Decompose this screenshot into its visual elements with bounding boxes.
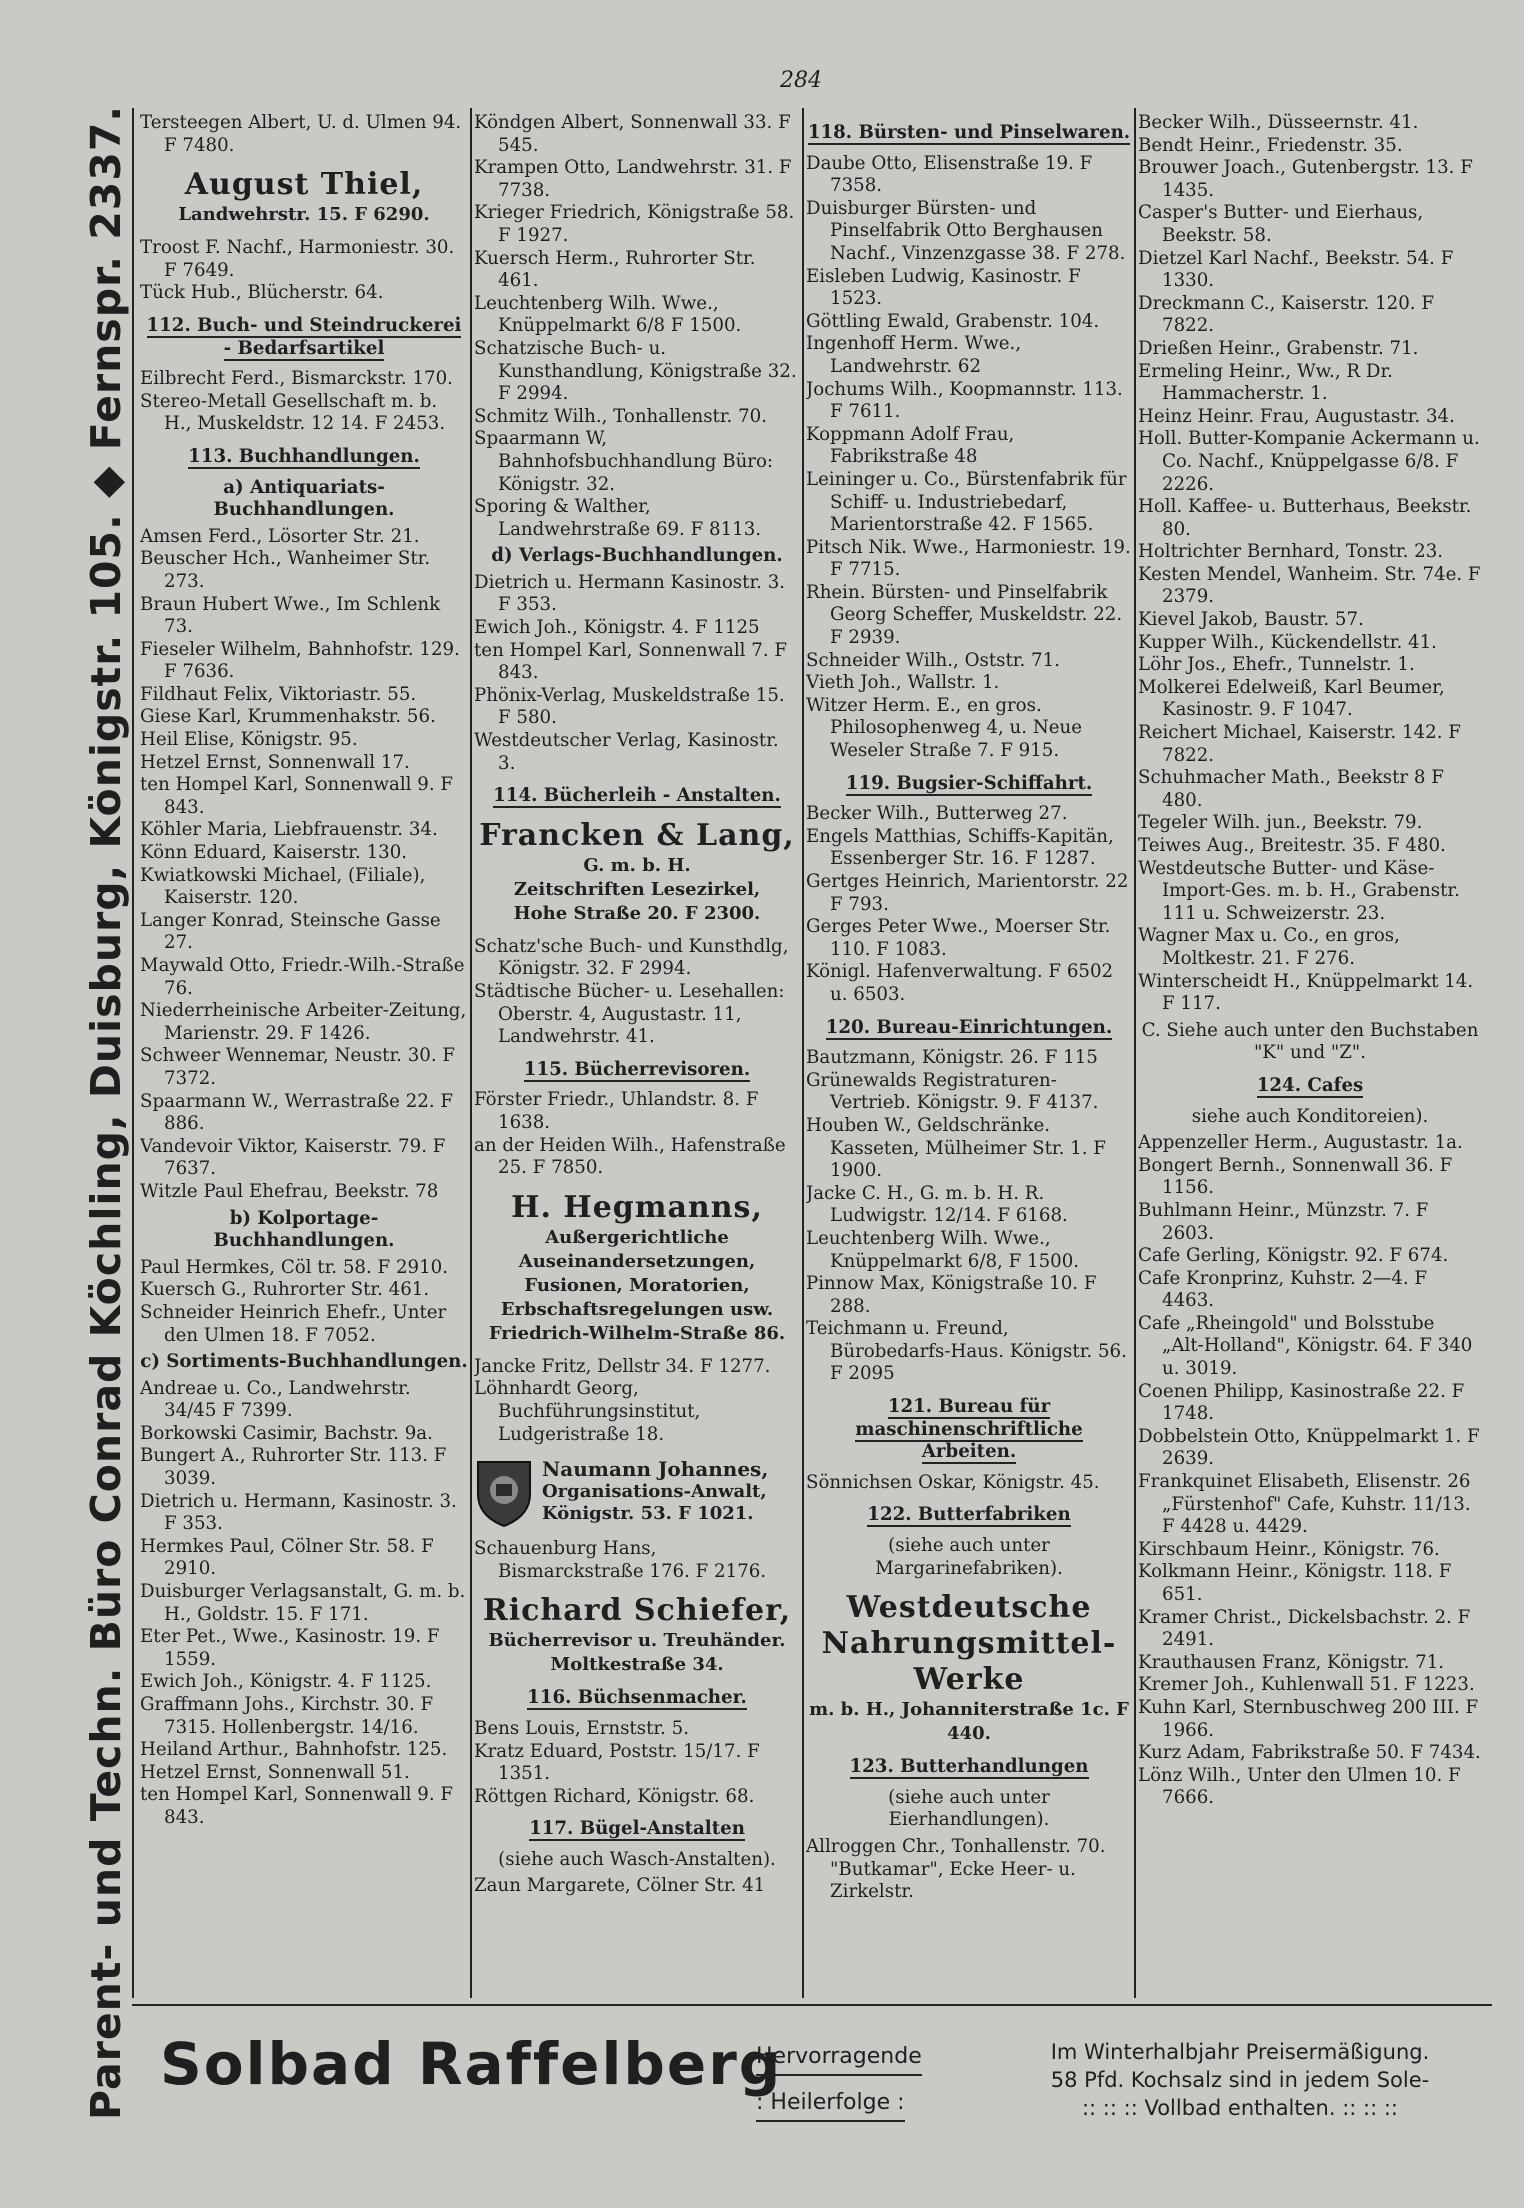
directory-entry: Städtische Bücher- u. Lesehallen: Oberstr. 4, Augustastr. 11, Landwehrstr. 41. — [474, 981, 785, 1048]
directory-entry: Buhlmann Heinr., Münzstr. 7. F 2603. — [1138, 1199, 1429, 1244]
section-heading-text: 122. Butterfabriken — [867, 1504, 1071, 1526]
directory-entry: Heiland Arthur., Bahnhofstr. 125. — [140, 1739, 448, 1761]
directory-entry: Gertges Heinrich, Marientorstr. 22 F 793. — [806, 871, 1129, 915]
directory-entry: Cafe Gerling, Königstr. 92. F 674. — [1138, 1245, 1449, 1267]
directory-entry: Niederrheinische Arbeiter-Zeitung, Marienstr. 29. F 1426. — [140, 1000, 467, 1044]
cross-reference-note: C. Siehe auch unter den Buchstaben "K" und "Z". — [1141, 1019, 1479, 1064]
directory-entry: Troost F. Nachf., Harmoniestr. 30. F 7649. — [140, 237, 455, 281]
section-heading — [1138, 1075, 1482, 1098]
directory-entry: an der Heiden Wilh., Hafenstraße 25. F 7850. — [474, 1134, 786, 1179]
directory-entry: Kramer Christ., Dickelsbachstr. 2. F 2491. — [1138, 1606, 1471, 1651]
section-heading — [806, 1756, 1132, 1779]
directory-entry: Schauenburg Hans, Bismarckstraße 176. F 2176. — [474, 1538, 767, 1582]
directory-entry: Westdeutscher Verlag, Kasinostr. 3. — [474, 730, 779, 774]
directory-entry: Westdeutsche Butter- und Käse-Import-Ges. m. b. H., Grabenstr. 111 u. Schweizerstr. 23. — [1138, 857, 1460, 924]
directory-entry: Daube Otto, Elisenstraße 19. F 7358. — [806, 152, 1093, 197]
directory-entry: Cafe „Rheingold" und Bolsstube „Alt-Holland", Königstr. 64. F 340 u. 3019. — [1138, 1312, 1473, 1380]
directory-entry: Langer Konrad, Steinsche Gasse 27. — [140, 909, 441, 954]
section-heading-text: 112. Buch- und Steindruckerei - Bedarfsartikel — [146, 314, 462, 359]
directory-entry: Dietrich u. Hermann Kasinostr. 3. F 353. — [474, 571, 786, 616]
directory-entry: Ewich Joh., Königstr. 4. F 1125 — [474, 617, 760, 639]
directory-entry: Witzer Herm. E., en gros. Philosophenweg 4, u. Neue Weseler Straße 7. F 915. — [806, 694, 1082, 762]
section-heading-text: 116. Büchsenmacher. — [527, 1687, 747, 1709]
directory-entry: Coenen Philipp, Kasinostraße 22. F 1748. — [1138, 1380, 1465, 1425]
directory-entry: Zaun Margarete, Cölner Str. 41 — [474, 1875, 766, 1897]
subsection-heading: a) Antiquariats-Buchhandlungen. — [213, 476, 395, 521]
section-heading-text: 120. Bureau-Einrichtungen. — [825, 1016, 1113, 1038]
column-3 — [806, 112, 1132, 2002]
directory-entry: Sönnichsen Oskar, Königstr. 45. — [806, 1471, 1100, 1493]
directory-entry: Hetzel Ernst, Sonnenwall 17. — [140, 751, 410, 773]
subsection-heading: d) Verlags-Buchhandlungen. — [491, 545, 783, 567]
advertisement-line: m. b. H., Johanniterstraße 1c. F 440. — [809, 1699, 1129, 1745]
section-heading — [474, 1687, 800, 1710]
directory-entry: Leuchtenberg Wilh. Wwe., Knüppelmarkt 6/8, F 1500. — [806, 1227, 1080, 1272]
directory-entry: Heil Elise, Königstr. 95. — [140, 729, 358, 751]
subsection-heading: b) Kolportage-Buchhandlungen. — [213, 1207, 395, 1252]
directory-entry: Giese Karl, Krummenhakstr. 56. — [140, 706, 436, 728]
directory-entry: Krauthausen Franz, Königstr. 71. — [1138, 1651, 1445, 1673]
directory-entry: Wagner Max u. Co., en gros, Moltkestr. 21. F 276. — [1138, 925, 1400, 969]
directory-entry: Eter Pet., Wwe., Kasinostr. 19. F 1559. — [140, 1626, 440, 1670]
advertisement-name: Richard Schiefer, — [482, 1593, 792, 1629]
advertisement-name: August Thiel, — [184, 167, 424, 203]
directory-entry: Bautzmann, Königstr. 26. F 115 — [806, 1047, 1098, 1069]
directory-entry: Kuersch G., Ruhrorter Str. 461. — [140, 1279, 430, 1301]
directory-entry: Pinnow Max, Königstraße 10. F 288. — [806, 1273, 1097, 1317]
directory-entry: Kievel Jakob, Baustr. 57. — [1138, 609, 1364, 631]
section-heading — [806, 773, 1132, 796]
display-advertisement — [140, 167, 468, 227]
section-heading — [140, 315, 468, 360]
section-heading-text: 113. Buchhandlungen. — [188, 445, 420, 467]
section-heading-text: 118. Bürsten- und Pinselwaren. — [807, 122, 1131, 143]
section-heading — [474, 785, 800, 808]
directory-entry: Schmitz Wilh., Tonhallenstr. 70. — [474, 405, 768, 427]
directory-entry: Röttgen Richard, Königstr. 68. — [474, 1785, 755, 1807]
section-heading-text: 123. Butterhandlungen — [849, 1756, 1089, 1778]
directory-entry: Leininger u. Co., Bürstenfabrik für Schiff- u. Industriebedarf, Marientorstraße 42. F 1565. — [806, 468, 1127, 536]
directory-entry: Kremer Joh., Kuhlenwall 51. F 1223. — [1138, 1674, 1475, 1696]
advertisement-with-seal — [474, 1456, 800, 1528]
ad-left-line: Hervorragende — [756, 2040, 922, 2076]
directory-entry: Löhr Jos., Ehefr., Tunnelstr. 1. — [1138, 654, 1415, 676]
directory-entry: Hetzel Ernst, Sonnenwall 51. — [140, 1761, 410, 1783]
advertisement-name: Westdeutsche Nahrungsmittel-Werke — [821, 1590, 1117, 1698]
section-heading — [140, 446, 468, 469]
directory-entry: Holtrichter Bernhard, Tonstr. 23. — [1138, 541, 1444, 563]
directory-entry: Schweer Wennemar, Neustr. 30. F 7372. — [140, 1045, 456, 1089]
display-advertisement — [474, 818, 800, 926]
ad-right-line: :: :: :: Vollbad enthalten. :: :: :: — [1081, 2096, 1399, 2120]
column-4 — [1138, 112, 1482, 2002]
page-number: 284 — [780, 68, 822, 93]
spine-advertisement: Parent- und Techn. Büro Conrad Köchling, Duisburg, Königstr. 105. ◆ Fernspr. 2337. — [82, 105, 130, 2120]
directory-entry: Pitsch Nik. Wwe., Harmoniestr. 19. F 7715. — [806, 536, 1131, 581]
directory-entry: Bendt Heinr., Friedenstr. 35. — [1138, 134, 1403, 156]
column-rule — [132, 108, 134, 1998]
directory-entry: Kupper Wilh., Kückendellstr. 41. — [1138, 631, 1437, 653]
ad-left-line: : Heilerfolge : — [756, 2086, 905, 2122]
directory-entry: Tersteegen Albert, U. d. Ulmen 94. F 7480. — [140, 112, 462, 156]
directory-entry: Dobbelstein Otto, Knüppelmarkt 1. F 2639. — [1138, 1425, 1480, 1470]
subsection-heading: c) Sortiments-Buchhandlungen. — [140, 1351, 468, 1373]
directory-entry: Spaarmann W, Bahnhofsbuchhandlung Büro: Königstr. 32. — [474, 428, 774, 495]
directory-entry: Kuersch Herm., Ruhrorter Str. 461. — [474, 247, 756, 292]
ad-right-line: Im Winterhalbjahr Preisermäßigung. — [1050, 2040, 1430, 2064]
directory-entry: Drießen Heinr., Grabenstr. 71. — [1138, 337, 1419, 359]
section-heading — [806, 1396, 1132, 1464]
section-heading — [806, 1504, 1132, 1527]
directory-entry: Schatz'sche Buch- und Kunsthdlg, Königstr. 32. F 2994. — [474, 935, 789, 980]
section-heading — [474, 1059, 800, 1082]
advertisement-line: Hohe Straße 20. F 2300. — [513, 902, 761, 924]
directory-entry: Brouwer Joach., Gutenbergstr. 13. F 1435. — [1138, 157, 1473, 201]
directory-entry: Holl. Butter-Kompanie Ackermann u. Co. Nachf., Knüppelgasse 6/8. F 2226. — [1138, 428, 1480, 495]
directory-entry: Eisleben Ludwig, Kasinostr. F 1523. — [806, 265, 1081, 310]
directory-entry: Houben W., Geldschränke. Kasseten, Mülheimer Str. 1. F 1900. — [806, 1114, 1106, 1182]
section-heading-text: 121. Bureau für maschinenschriftliche Arbeiten. — [855, 1396, 1083, 1463]
directory-entry: Dietzel Karl Nachf., Beekstr. 54. F 1330. — [1138, 247, 1454, 292]
directory-entry: Kesten Mendel, Wanheim. Str. 74e. F 2379. — [1138, 563, 1481, 608]
directory-entry: Graffmann Johs., Kirchstr. 30. F 7315. Hollenbergstr. 14/16. — [140, 1694, 434, 1738]
advertisement-name: H. Hegmanns, — [511, 1189, 763, 1225]
directory-entry: Krampen Otto, Landwehrstr. 31. F 7738. — [474, 157, 792, 201]
directory-entry: ten Hompel Karl, Sonnenwall 9. F 843. — [140, 774, 454, 818]
directory-entry: Jacke C. H., G. m. b. H. R. Ludwigstr. 12/14. F 6168. — [806, 1182, 1068, 1227]
directory-entry: Reichert Michael, Kaiserstr. 142. F 7822. — [1138, 722, 1461, 766]
advertisement-line: Königstr. 53. F 1021. — [542, 1503, 754, 1525]
directory-entry: Sporing & Walther, Landwehrstraße 69. F 8113. — [474, 496, 762, 540]
directory-entry: Fildhaut Felix, Viktoriastr. 55. — [140, 683, 417, 705]
directory-entry: Beuscher Hch., Wanheimer Str. 273. — [140, 548, 431, 592]
directory-entry: Löhnhardt Georg, Buchführungsinstitut, Ludgeristraße 18. — [474, 1378, 701, 1445]
directory-entry: Grünewalds Registraturen-Vertrieb. Königstr. 9. F 4137. — [806, 1069, 1099, 1114]
column-rule — [1134, 108, 1136, 1998]
ad-left-text — [756, 2040, 922, 2132]
advertisement-name: Naumann Johannes, — [542, 1457, 769, 1482]
advertisement-line: Außergerichtliche Auseinandersetzungen, Fusionen, Moratorien, Erbschaftsregelungen usw. — [500, 1226, 774, 1320]
column-1 — [140, 112, 468, 2002]
directory-entry: Rhein. Bürsten- und Pinselfabrik Georg Scheffer, Muskeldstr. 22. F 2939. — [806, 581, 1123, 649]
column-rule — [802, 108, 804, 1998]
directory-entry: Schuhmacher Math., Beekstr 8 F 480. — [1138, 767, 1444, 811]
section-heading — [806, 122, 1132, 145]
directory-entry: Könn Eduard, Kaiserstr. 130. — [140, 842, 408, 864]
directory-entry: Königl. Hafenverwaltung. F 6502 u. 6503. — [806, 961, 1114, 1005]
directory-entry: Appenzeller Herm., Augustastr. 1a. — [1138, 1132, 1463, 1154]
directory-entry: Förster Friedr., Uhlandstr. 8. F 1638. — [474, 1089, 759, 1133]
cross-reference-note: (siehe auch unter Margarinefabriken). — [875, 1535, 1063, 1579]
directory-entry: Duisburger Bürsten- und Pinselfabrik Otto Berghausen Nachf., Vinzenzgasse 38. F 278. — [806, 197, 1126, 264]
directory-entry: Bens Louis, Ernststr. 5. — [474, 1717, 689, 1739]
directory-entry: Krieger Friedrich, Königstraße 58. F 1927. — [474, 202, 795, 246]
ad-title: Solbad Raffelberg — [160, 2030, 783, 2098]
directory-entry: Molkerei Edelweiß, Karl Beumer, Kasinostr. 9. F 1047. — [1138, 676, 1445, 721]
bottom-advertisement — [160, 2030, 1490, 2125]
directory-entry: Teichmann u. Freund, Bürobedarfs-Haus. Königstr. 56. F 2095 — [806, 1318, 1127, 1385]
directory-entry: Bungert A., Ruhrorter Str. 113. F 3039. — [140, 1445, 447, 1490]
directory-entry: Tück Hub., Blücherstr. 64. — [140, 282, 384, 304]
ad-right-line: 58 Pfd. Kochsalz sind in jedem Sole- — [1050, 2068, 1430, 2092]
advertisement-text — [542, 1458, 768, 1526]
directory-entry: Lönz Wilh., Unter den Ulmen 10. F 7666. — [1138, 1764, 1461, 1809]
directory-entry: Borkowski Casimir, Bachstr. 9a. — [140, 1422, 433, 1444]
directory-entry: Amsen Ferd., Lösorter Str. 21. — [140, 525, 420, 547]
display-advertisement — [474, 1593, 800, 1677]
directory-entry: Becker Wilh., Butterweg 27. — [806, 803, 1068, 825]
directory-entry: Teiwes Aug., Breitestr. 35. F 480. — [1138, 835, 1446, 856]
directory-entry: Köhler Maria, Liebfrauenstr. 34. — [140, 819, 438, 841]
advertisement-line: Organisations-Anwalt, — [542, 1480, 767, 1502]
directory-entry: Kwiatkowski Michael, (Filiale), Kaiserstr. 120. — [140, 864, 426, 909]
directory-entry: Kratz Eduard, Poststr. 15/17. F 1351. — [474, 1740, 760, 1785]
section-heading-text: 114. Bücherleih - Anstalten. — [493, 785, 781, 807]
directory-entry: Cafe Kronprinz, Kuhstr. 2—4. F 4463. — [1138, 1267, 1428, 1312]
bottom-rule — [132, 2004, 1492, 2006]
section-heading-text: 124. Cafes — [1256, 1074, 1364, 1096]
advertisement-line: Zeitschriften Lesezirkel, — [513, 878, 761, 900]
directory-entry: Maywald Otto, Friedr.-Wilh.-Straße 76. — [140, 955, 465, 999]
directory-entry: Schneider Heinrich Ehefr., Unter den Ulmen 18. F 7052. — [140, 1301, 447, 1346]
directory-entry: Andreae u. Co., Landwehrstr. 34/45 F 7399. — [140, 1377, 411, 1422]
directory-entry: Spaarmann W., Werrastraße 22. F 886. — [140, 1090, 454, 1135]
directory-entry: Duisburger Verlagsanstalt, G. m. b. H., Goldstr. 15. F 171. — [140, 1581, 466, 1625]
cross-reference-note: siehe auch Konditoreien). — [1191, 1105, 1429, 1127]
shield-seal-icon — [474, 1456, 534, 1528]
section-heading — [474, 1818, 800, 1841]
directory-entry: Phönix-Verlag, Muskeldstraße 15. F 580. — [474, 684, 785, 729]
directory-entry: Schatzische Buch- u. Kunsthandlung, Königstraße 32. F 2994. — [474, 337, 797, 405]
advertisement-line: Friedrich-Wilhelm-Straße 86. — [488, 1322, 786, 1344]
directory-entry: ten Hompel Karl, Sonnenwall 9. F 843. — [140, 1784, 454, 1828]
column-rule — [470, 108, 472, 1998]
directory-entry: Allroggen Chr., Tonhallenstr. 70. "Butkamar", Ecke Heer- u. Zirkelstr. — [806, 1836, 1106, 1903]
directory-entry: Ewich Joh., Königstr. 4. F 1125. — [140, 1671, 432, 1693]
directory-entry: Winterscheidt H., Knüppelmarkt 14. F 117. — [1138, 970, 1474, 1015]
directory-entry: Ingenhoff Herm. Wwe., Landwehrstr. 62 — [806, 333, 1022, 377]
directory-entry: Hermkes Paul, Cölner Str. 58. F 2910. — [140, 1535, 434, 1580]
directory-entry: Holl. Kaffee- u. Butterhaus, Beekstr. 80. — [1138, 496, 1472, 540]
section-heading-text: 115. Bücherrevisoren. — [523, 1058, 751, 1080]
directory-entry: ten Hompel Karl, Sonnenwall 7. F 843. — [474, 639, 788, 684]
section-heading-text: 117. Bügel-Anstalten — [529, 1818, 745, 1840]
directory-entry: Frankquinet Elisabeth, Elisenstr. 26 „Fürstenhof" Cafe, Kuhstr. 11/13. F 4428 u. 4429. — [1138, 1471, 1471, 1538]
directory-entry: Ermeling Heinr., Ww., R Dr. Hammacherstr. 1. — [1138, 360, 1393, 405]
cross-reference-note: (siehe auch unter Eierhandlungen). — [888, 1786, 1050, 1831]
directory-entry: Kuhn Karl, Sternbuschweg 200 III. F 1966. — [1138, 1696, 1479, 1741]
directory-entry: Fieseler Wilhelm, Bahnhofstr. 129. F 7636. — [140, 638, 460, 683]
directory-entry: Dietrich u. Hermann, Kasinostr. 3. F 353. — [140, 1490, 457, 1535]
directory-entry: Witzle Paul Ehefrau, Beekstr. 78 — [140, 1180, 439, 1202]
ad-right-text — [990, 2038, 1490, 2122]
directory-entry: Leuchtenberg Wilh. Wwe., Knüppelmarkt 6/8 F 1500. — [474, 292, 742, 337]
directory-entry: Becker Wilh., Düsseernstr. 41. — [1138, 112, 1419, 133]
directory-entry: Stereo-Metall Gesellschaft m. b. H., Muskeldstr. 12 14. F 2453. — [140, 390, 446, 435]
directory-entry: Kurz Adam, Fabrikstraße 50. F 7434. — [1138, 1742, 1481, 1764]
directory-entry: Kolkmann Heinr., Königstr. 118. F 651. — [1138, 1561, 1452, 1605]
section-heading-text: 119. Bugsier-Schiffahrt. — [845, 772, 1093, 794]
directory-entry: Göttling Ewald, Grabenstr. 104. — [806, 310, 1100, 332]
directory-entry: Vieth Joh., Wallstr. 1. — [806, 672, 1000, 694]
directory-entry: Casper's Butter- und Eierhaus, Beekstr. 58. — [1138, 202, 1424, 246]
advertisement-name: Francken & Lang, — [479, 817, 795, 853]
advertisement-line: G. m. b. H. — [583, 854, 691, 876]
display-advertisement — [474, 1190, 800, 1346]
directory-entry: Gerges Peter Wwe., Moerser Str. 110. F 1083. — [806, 916, 1111, 960]
directory-entry: Heinz Heinr. Frau, Augustastr. 34. — [1138, 405, 1455, 427]
cross-reference-note: (siehe auch Wasch-Anstalten). — [498, 1848, 776, 1870]
column-2 — [474, 112, 800, 2002]
directory-entry: Braun Hubert Wwe., Im Schlenk 73. — [140, 593, 441, 638]
directory-entry: Jochums Wilh., Koopmannstr. 113. F 7611. — [806, 378, 1123, 423]
directory-entry: Tegeler Wilh. jun., Beekstr. 79. — [1138, 812, 1423, 834]
directory-entry: Schneider Wilh., Oststr. 71. — [806, 649, 1060, 671]
directory-entry: Paul Hermkes, Cöl tr. 58. F 2910. — [140, 1256, 449, 1278]
advertisement-line: Landwehrstr. 15. F 6290. — [178, 204, 430, 226]
advertisement-line: Moltkestraße 34. — [550, 1654, 724, 1676]
directory-entry: Jancke Fritz, Dellstr 34. F 1277. — [474, 1355, 771, 1377]
directory-entry: Engels Matthias, Schiffs-Kapitän, Essenberger Str. 16. F 1287. — [806, 825, 1114, 870]
directory-entry: Vandevoir Viktor, Kaiserstr. 79. F 7637. — [140, 1135, 446, 1180]
directory-entry: Koppmann Adolf Frau, Fabrikstraße 48 — [806, 423, 1015, 468]
directory-entry: Bongert Bernh., Sonnenwall 36. F 1156. — [1138, 1154, 1453, 1199]
section-heading — [806, 1017, 1132, 1040]
advertisement-line: Bücherrevisor u. Treuhänder. — [488, 1630, 786, 1652]
directory-entry: Eilbrecht Ferd., Bismarckstr. 170. — [140, 368, 453, 390]
directory-entry: Dreckmann C., Kaiserstr. 120. F 7822. — [1138, 292, 1434, 337]
directory-entry: Köndgen Albert, Sonnenwall 33. F 545. — [474, 112, 791, 156]
display-advertisement — [806, 1590, 1132, 1746]
directory-entry: Kirschbaum Heinr., Königstr. 76. — [1138, 1538, 1440, 1560]
